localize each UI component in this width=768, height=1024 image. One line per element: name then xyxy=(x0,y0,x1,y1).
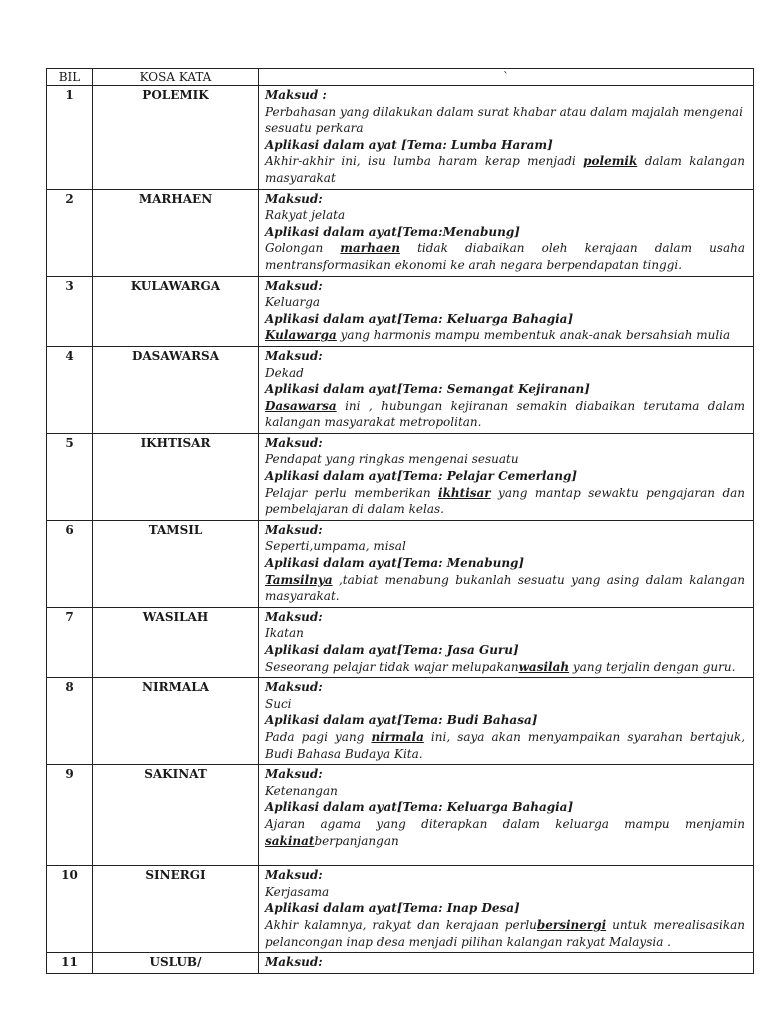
aplikasi-label: Aplikasi dalam ayat[Tema:Menabung] xyxy=(265,224,520,239)
maksud-text: Suci xyxy=(265,696,292,711)
example-keyword: Kulawarga xyxy=(265,328,337,343)
table-row xyxy=(47,953,754,974)
row-number: 7 xyxy=(47,607,93,677)
example-pre: Akhir-akhir ini, isu lumba haram kerap menjadi xyxy=(265,154,584,169)
row-word: SAKINAT xyxy=(93,765,259,866)
example-pre: Pelajar perlu memberikan xyxy=(265,485,439,500)
table-row xyxy=(47,607,754,677)
row-word: MARHAEN xyxy=(93,189,259,276)
example-keyword: polemik xyxy=(583,154,638,169)
row-word: TAMSIL xyxy=(93,520,259,607)
aplikasi-label: Aplikasi dalam ayat[Tema: Budi Bahasa] xyxy=(265,713,538,728)
table-header-row xyxy=(47,69,754,86)
row-description xyxy=(259,765,754,866)
row-word: SINERGI xyxy=(93,866,259,953)
maksud-label: Maksud: xyxy=(265,680,323,695)
example-pre: Pada pagi yang xyxy=(265,729,372,744)
row-word: WASILAH xyxy=(93,607,259,677)
maksud-label: Maksud: xyxy=(265,767,323,782)
table-row xyxy=(47,189,754,276)
row-number: 10 xyxy=(47,866,93,953)
example-sentence xyxy=(265,659,745,676)
aplikasi-label: Aplikasi dalam ayat[Tema: Inap Desa] xyxy=(265,901,520,916)
row-number: 5 xyxy=(47,433,93,520)
aplikasi-label: Aplikasi dalam ayat[Tema: Pelajar Cemerlang] xyxy=(265,469,578,484)
maksud-text: Rakyat jelata xyxy=(265,208,346,223)
example-keyword: marhaen xyxy=(340,241,400,256)
example-sentence xyxy=(265,327,745,344)
vocabulary-table xyxy=(46,68,754,974)
table-row xyxy=(47,86,754,190)
example-keyword: nirmala xyxy=(371,729,424,744)
example-post: untuk merealisasikan pelancongan inap desa menjadi pilihan kalangan rakyat Malaysia . xyxy=(265,917,745,949)
row-number: 2 xyxy=(47,189,93,276)
header-meaning: ` xyxy=(259,69,754,86)
example-pre: Golongan xyxy=(265,241,341,256)
row-word: DASAWARSA xyxy=(93,346,259,433)
table-row xyxy=(47,678,754,765)
row-word: KULAWARGA xyxy=(93,276,259,346)
row-description xyxy=(259,189,754,276)
maksud-label: Maksud: xyxy=(265,868,323,883)
aplikasi-label: Aplikasi dalam ayat [Tema: Lumba Haram] xyxy=(265,137,553,152)
example-keyword: wasilah xyxy=(518,659,570,674)
example-keyword: bersinergi xyxy=(536,917,607,932)
row-description xyxy=(259,276,754,346)
maksud-label: Maksud: xyxy=(265,435,323,450)
row-description xyxy=(259,346,754,433)
row-description xyxy=(259,86,754,190)
row-number: 11 xyxy=(47,953,93,974)
example-pre: Ajaran agama yang diterapkan dalam keluarga mampu menjamin xyxy=(265,816,745,831)
table-row xyxy=(47,765,754,866)
table-row xyxy=(47,346,754,433)
header-kosa-kata: KOSA KATA xyxy=(93,69,259,86)
maksud-label: Maksud: xyxy=(265,278,323,293)
aplikasi-label: Aplikasi dalam ayat[Tema: Keluarga Bahagia] xyxy=(265,800,574,815)
example-post: ini , hubungan kejiranan semakin diabaikan terutama dalam kalangan masyarakat metropolitan. xyxy=(265,398,745,430)
table-row xyxy=(47,520,754,607)
row-word: NIRMALA xyxy=(93,678,259,765)
row-description xyxy=(259,953,754,974)
row-number: 6 xyxy=(47,520,93,607)
example-sentence xyxy=(265,240,745,273)
example-post: yang harmonis mampu membentuk anak-anak bersahsiah mulia xyxy=(336,328,731,343)
aplikasi-label: Aplikasi dalam ayat[Tema: Menabung] xyxy=(265,556,525,571)
maksud-label: Maksud: xyxy=(265,609,323,624)
vocabulary-sheet xyxy=(46,68,753,974)
example-post: dalam kalangan masyarakat xyxy=(265,154,745,185)
example-sentence xyxy=(265,572,745,605)
table-row xyxy=(47,866,754,953)
maksud-text: Perbahasan yang dilakukan dalam surat khabar atau dalam majalah mengenai sesuatu perkara xyxy=(265,104,743,136)
example-sentence xyxy=(265,729,745,762)
maksud-label: Maksud: xyxy=(265,522,323,537)
maksud-label: Maksud: xyxy=(265,348,323,363)
table-row xyxy=(47,433,754,520)
example-sentence xyxy=(265,917,745,950)
aplikasi-label: Aplikasi dalam ayat[Tema: Jasa Guru] xyxy=(265,643,519,657)
example-keyword: Tamsilnya xyxy=(265,572,333,587)
table-body xyxy=(47,86,754,974)
example-post: yang terjalin dengan guru. xyxy=(569,659,736,674)
row-word: USLUB/ xyxy=(93,953,259,974)
maksud-text: Kerjasama xyxy=(265,884,330,899)
row-word: IKHTISAR xyxy=(93,433,259,520)
row-number: 1 xyxy=(47,86,93,190)
row-number: 3 xyxy=(47,276,93,346)
example-keyword: sakinat xyxy=(265,833,315,848)
row-description xyxy=(259,607,754,677)
maksud-label: Maksud : xyxy=(265,88,327,102)
header-bil: BIL xyxy=(47,69,93,86)
maksud-text: Ikatan xyxy=(265,626,304,641)
aplikasi-label: Aplikasi dalam ayat[Tema: Keluarga Bahagia] xyxy=(265,311,574,326)
row-number: 9 xyxy=(47,765,93,866)
example-post: yang mantap sewaktu pengajaran dan pembelajaran di dalam kelas. xyxy=(265,485,746,517)
example-pre: Akhir kalamnya, rakyat dan kerajaan perlu xyxy=(265,917,537,932)
example-sentence xyxy=(265,485,745,518)
table-row xyxy=(47,276,754,346)
example-pre: Seseorang pelajar tidak wajar melupakan xyxy=(265,659,519,674)
maksud-label: Maksud: xyxy=(265,955,323,970)
example-sentence xyxy=(265,153,745,186)
example-keyword: Dasawarsa xyxy=(265,398,337,413)
aplikasi-label: Aplikasi dalam ayat[Tema: Semangat Kejiranan] xyxy=(265,382,590,397)
row-number: 8 xyxy=(47,678,93,765)
example-sentence xyxy=(265,816,745,849)
example-post: berpanjangan xyxy=(314,833,399,848)
maksud-text: Ketenangan xyxy=(265,783,338,798)
maksud-text: Keluarga xyxy=(265,295,321,310)
row-description xyxy=(259,866,754,953)
maksud-text: Dekad xyxy=(265,365,304,380)
row-word: POLEMIK xyxy=(93,86,259,190)
example-sentence xyxy=(265,398,745,431)
maksud-text: Seperti,umpama, misal xyxy=(265,539,406,554)
maksud-label: Maksud: xyxy=(265,191,323,206)
row-number: 4 xyxy=(47,346,93,433)
row-description xyxy=(259,678,754,765)
example-keyword: ikhtisar xyxy=(438,485,491,500)
example-post: tidak diabaikan oleh kerajaan dalam usaha mentransformasikan ekonomi ke arah negara berpendapatan tinggi. xyxy=(265,241,746,272)
row-description xyxy=(259,520,754,607)
example-post: ,tabiat menabung bukanlah sesuatu yang asing dalam kalangan masyarakat. xyxy=(265,572,745,604)
example-post: ini, saya akan menyampaikan syarahan bertajuk, Budi Bahasa Budaya Kita. xyxy=(265,729,746,761)
maksud-text: Pendapat yang ringkas mengenai sesuatu xyxy=(265,452,519,467)
row-description xyxy=(259,433,754,520)
